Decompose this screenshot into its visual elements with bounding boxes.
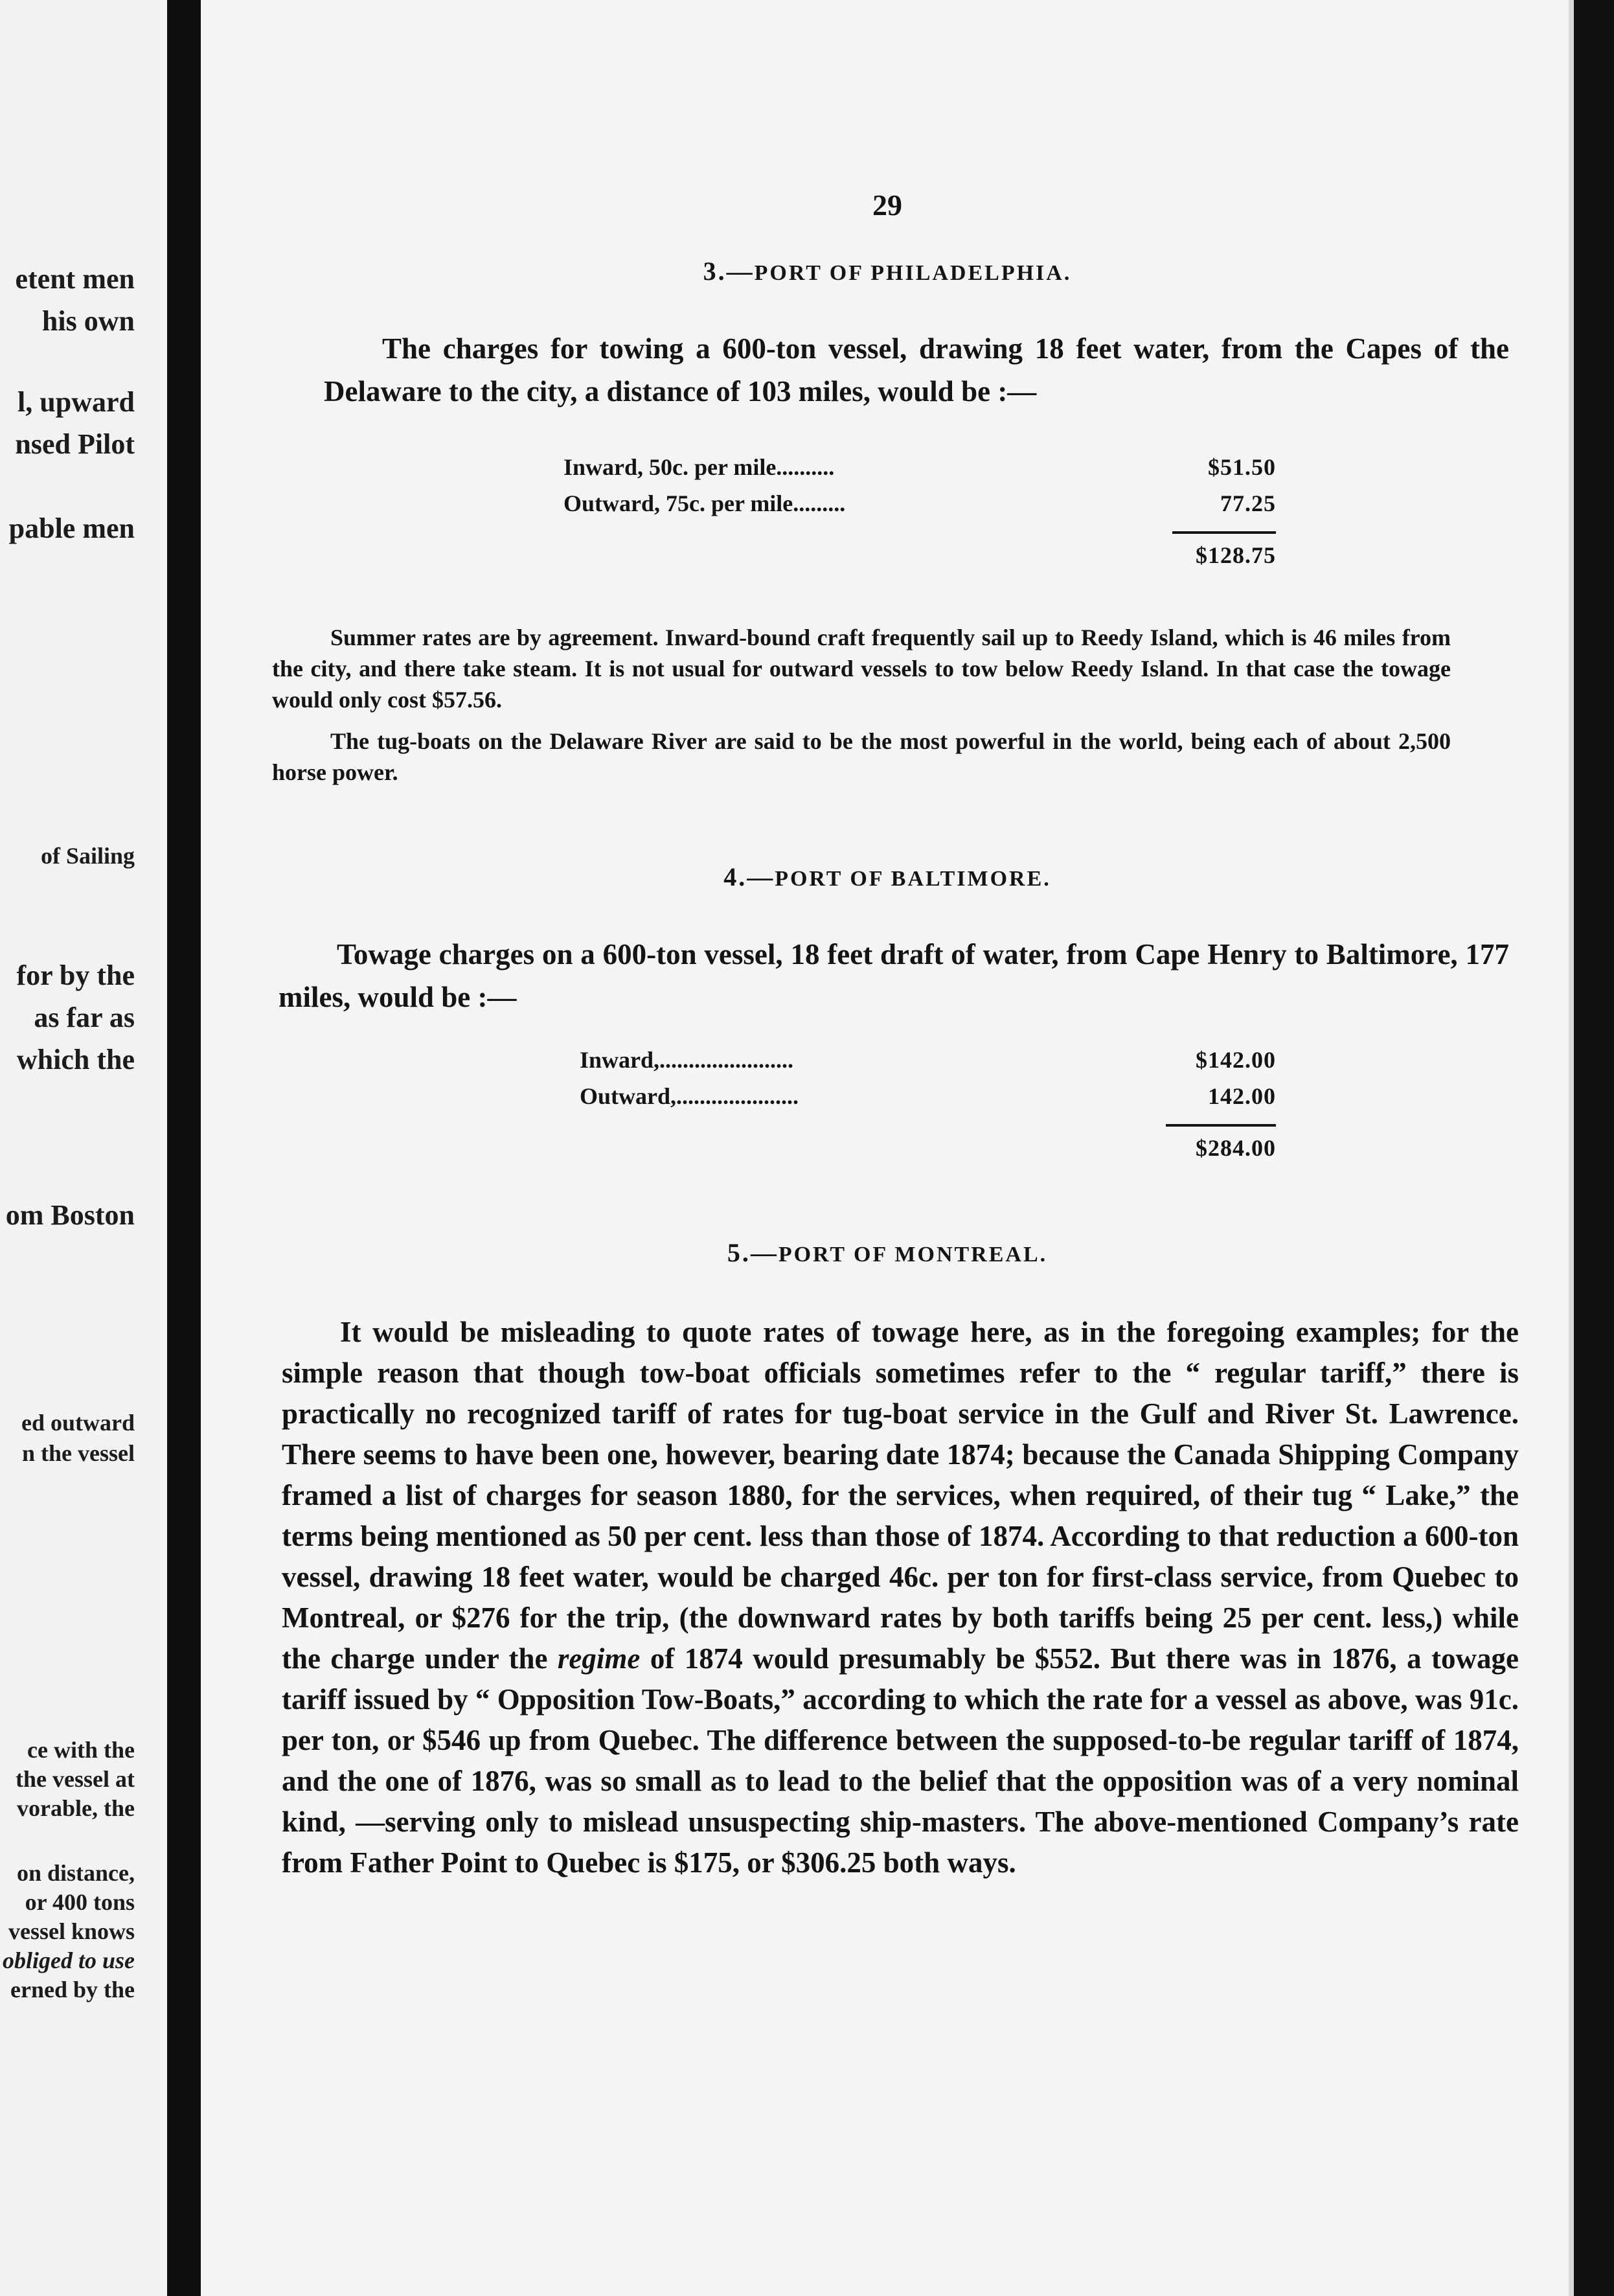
fragment-line: erned by the [10,1977,135,2003]
montreal-body-italic: regime [557,1642,641,1675]
baltimore-intro: Towage charges on a 600-ton vessel, 18 feet draft of water, from Cape Henry to Baltimore, 177 miles, would be :— [278,938,1509,1013]
philadelphia-note-2: The tug-boats on the Delaware River are said to be the most powerful in the world, being each of about 2,500 horse power. [272,728,1451,785]
fragment-line: etent men [15,263,135,295]
philadelphia-intro: The charges for towing a 600-ton vessel, drawing 18 feet water, from the Capes of the Delaware to the city, a distance of 103 miles, would be :— [324,332,1509,408]
fragment-line: n the vessel [22,1440,135,1466]
fragment-line: the vessel at [16,1766,135,1792]
montreal-body-text-rest: of 1874 would presumably be $552. But there was in 1876, a towage tariff issued by “ Opposition Tow-Boats,” according to which the rate for a vessel as above, was 91c. per ton, or $546 up from Quebec. The difference between the supposed-to-be regular tariff of 1874, and the one of 1876, was so small as to lead to the belief that the opposition was of a very nominal kind, —serving only to mislead unsuspecting ship-masters. The above-mentioned Company’s rate from Father Point to Quebec is $175, or $306.25 both ways. [282,1642,1519,1879]
rate-row [580,1046,1276,1083]
section-heading-philadelphia [201,256,1574,286]
fragment-line: as far as [34,1002,135,1033]
rate-amount: $51.50 [1208,454,1276,480]
philadelphia-rates [563,453,1276,571]
fragment-line: l, upward [17,386,135,418]
page-edge-shadow [1574,0,1614,2296]
heading-number: 3.— [703,257,755,286]
montreal-body-text: It would be misleading to quote rates of towage here, as in the foregoing examples; for the simple reason that though tow-boat officials sometimes refer to the “ regular tariff,” there is practically no recognized tariff of rates for tug-boat service in the Gulf and River St. Lawrence. There seems to have been one, however, bearing date 1874; because the Canada Shipping Company framed a list of charges for season 1880, for the services, when required, of their tug “ Lake,” the terms being mentioned as 50 per cent. less than those of 1874. According to that reduction a 600-ton vessel, drawing 18 feet water, would be charged 46c. per ton for first-class service, from Quebec to Montreal, or $276 for the trip, (the downward rates by both tariffs being 25 per cent. less,) while the charge under the [282,1316,1519,1675]
fragment-line: for by the [16,959,135,991]
fragment-line: nsed Pilot [15,428,135,460]
rate-row [563,490,1276,526]
rate-total-row [563,526,1276,571]
rate-amount: 142.00 [1208,1083,1276,1109]
book-gutter [167,0,201,2296]
fragment-line: which the [16,1044,135,1075]
rate-amount: $142.00 [1196,1047,1276,1073]
fragment-line: obliged to use [3,1947,135,1973]
fragment-line: pable men [8,512,135,544]
rate-total-row [580,1119,1276,1164]
facing-page-fragment [0,0,167,2296]
page-number: 29 [872,189,902,222]
rate-total: $284.00 [1196,1135,1276,1161]
heading-title: PORT OF BALTIMORE. [775,867,1051,891]
heading-number: 4.— [723,862,775,891]
fragment-line: vessel knows [8,1918,135,1944]
rate-label: Outward,..................... [580,1083,799,1109]
sum-rule [1166,1124,1276,1127]
document-page [201,0,1574,2296]
heading-title: PORT OF MONTREAL. [778,1243,1048,1267]
rate-total: $128.75 [1196,542,1276,568]
sum-rule [1172,531,1276,534]
rate-label: Inward, 50c. per mile.......... [563,454,835,480]
fragment-line: ed outward [21,1410,135,1436]
montreal-body [282,1312,1519,1883]
baltimore-rates [580,1046,1276,1164]
rate-label: Outward, 75c. per mile......... [563,490,846,516]
rate-row [580,1083,1276,1119]
fragment-line: vorable, the [17,1795,135,1821]
fragment-line: of Sailing [40,843,135,869]
philadelphia-note-1: Summer rates are by agreement. Inward-bound craft frequently sail up to Reedy Island, which is 46 miles from the city, and there take steam. It is not usual for outward vessels to tow below Reedy Island. In that case the towage would only cost $57.56. [272,625,1451,713]
fragment-line: om Boston [5,1199,135,1231]
fragment-line: his own [41,305,135,337]
heading-number: 5.— [727,1238,779,1267]
rate-label: Inward,....................... [580,1047,794,1073]
fragment-line: ce with the [27,1737,135,1763]
rate-amount: 77.25 [1220,490,1276,516]
section-heading-montreal [201,1237,1574,1268]
fragment-line: on distance, [16,1860,135,1886]
section-heading-baltimore [201,862,1574,892]
heading-title: PORT OF PHILADELPHIA. [754,261,1072,285]
fragment-line: or 400 tons [25,1889,135,1915]
rate-row [563,453,1276,490]
